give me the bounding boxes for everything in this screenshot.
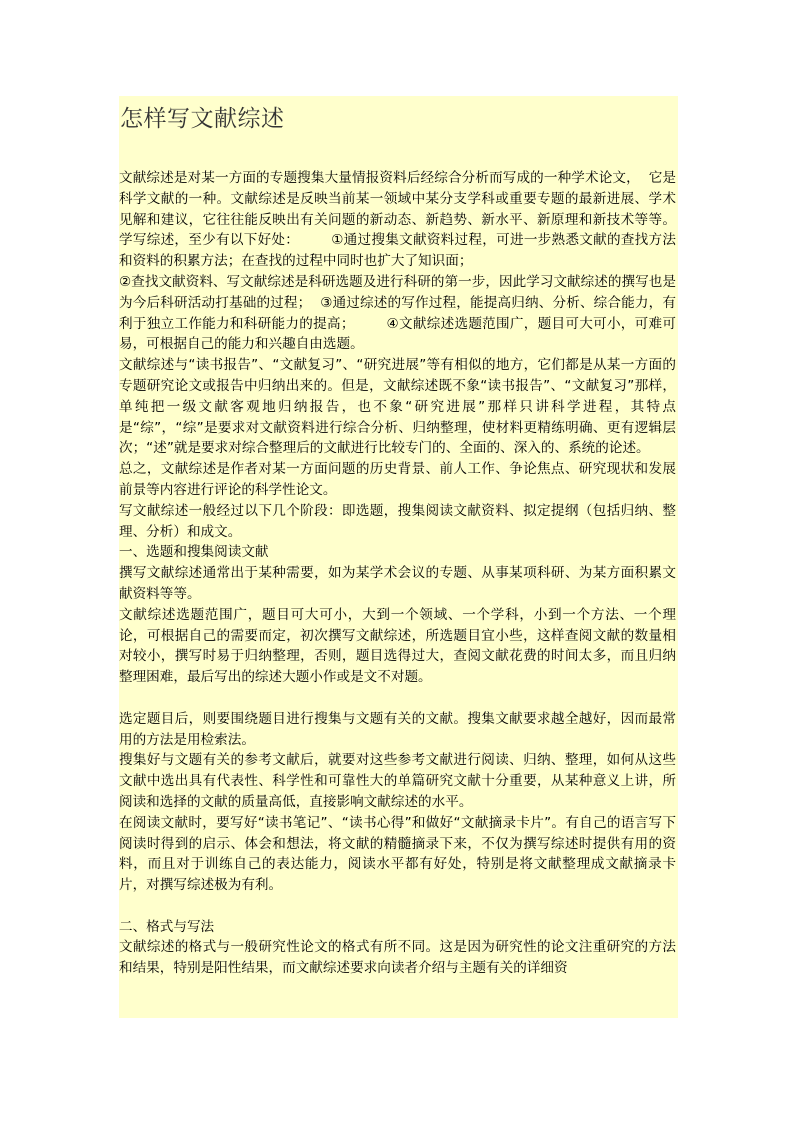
page-title: 怎样写文献综述 bbox=[120, 106, 285, 132]
body-paragraph: 选定题目后，则要围绕题目进行搜集与文题有关的文献。搜集文献要求越全越好，因而最常用的方法是用检索法。 bbox=[119, 710, 676, 748]
blank-line bbox=[119, 896, 676, 917]
body-paragraph: ②查找文献资料、写文献综述是科研选题及进行科研的第一步，因此学习文献综述的撰写也是为今后科研活动打基础的过程； ③通过综述的写作过程，能提高归纳、分析、综合能力，有利于独立工作能力和科研能力的提高； ④文献综述选题范围广，题目可大可小，可难可易，可根据自己的能力和兴趣自由选题。 bbox=[119, 273, 676, 353]
blank-line bbox=[119, 688, 676, 709]
body-paragraph: 撰写文献综述通常出于某种需要，如为某学术会议的专题、从事某项科研、为某方面积累文献资料等等。 bbox=[119, 565, 676, 602]
document-page bbox=[119, 96, 685, 1018]
section-heading: 一、选题和搜集阅读文献 bbox=[119, 544, 269, 561]
body-paragraph: 文献综述选题范围广，题目可大可小，大到一个领域、一个学科，小到一个方法、一个理论，可根据自己的需要而定，初次撰写文献综述，所选题目宜小些，这样查阅文献的数量相对较小，撰写时易于归纳整理，否则，题目选得过大，查阅文献花费的时间太多，而且归纳整理困难，最后写出的综述大题小作或是文不对题。 bbox=[119, 606, 676, 686]
body-paragraph: 搜集好与文题有关的参考文献后，就要对这些参考文献进行阅读、归纳、整理，如何从这些文献中选出具有代表性、科学性和可靠性大的单篇研究文献十分重要，从某种意义上讲，所阅读和选择的文献的质量高低，直接影响文献综述的水平。 bbox=[119, 752, 676, 810]
article-body bbox=[119, 168, 685, 979]
body-paragraph: 写文献综述一般经过以下几个阶段：即选题，搜集阅读文献资料、拟定提纲（包括归纳、整理、分析）和成文。 bbox=[119, 502, 676, 540]
body-paragraph: 总之，文献综述是作者对某一方面问题的历史背景、前人工作、争论焦点、研究现状和发展前景等内容进行评论的科学性论文。 bbox=[119, 461, 676, 498]
body-paragraph: 文献综述的格式与一般研究性论文的格式有所不同。这是因为研究性的论文注重研究的方法和结果，特别是阳性结果，而文献综述要求向读者介绍与主题有关的详细资 bbox=[119, 939, 676, 977]
section-heading: 二、格式与写法 bbox=[119, 918, 215, 935]
body-paragraph: 在阅读文献时，要写好“读书笔记”、“读书心得”和做好“文献摘录卡片”。有自己的语言写下阅读时得到的启示、体会和想法，将文献的精髓摘录下来，不仅为撰写综述时提供有用的资料，而且对于训练自己的表达能力，阅读水平都有好处，特别是将文献整理成文献摘录卡片，对撰写综述极为有利。 bbox=[119, 814, 676, 894]
body-paragraph: 文献综述是对某一方面的专题搜集大量情报资料后经综合分析而写成的一种学术论文， 它是科学文献的一种。文献综述是反映当前某一领域中某分支学科或重要专题的最新进展、学术见解和建议，它往往能反映出有关问题的新动态、新趋势、新水平、新原理和新技术等等。 学写综述，至少有以下好处： ①通过搜集文献资料过程，可进一步熟悉文献的查找方法和资料的积累方法；在查找的过程中同时也扩大了知识面； bbox=[119, 170, 685, 270]
body-paragraph: 文献综述与“读书报告”、“文献复习”、“研究进展”等有相似的地方，它们都是从某一方面的专题研究论文或报告中归纳出来的。但是，文献综述既不象“读书报告”、“文献复习”那样，单纯把一级文献客观地归纳报告，也不象“研究进展”那样只讲科学进程，其特点是“综”，“综”是要求对文献资料进行综合分析、归纳整理，使材料更精练明确、更有逻辑层次；“述”就是要求对综合整理后的文献进行比较专门的、全面的、深入的、系统的论述。 bbox=[119, 357, 676, 457]
